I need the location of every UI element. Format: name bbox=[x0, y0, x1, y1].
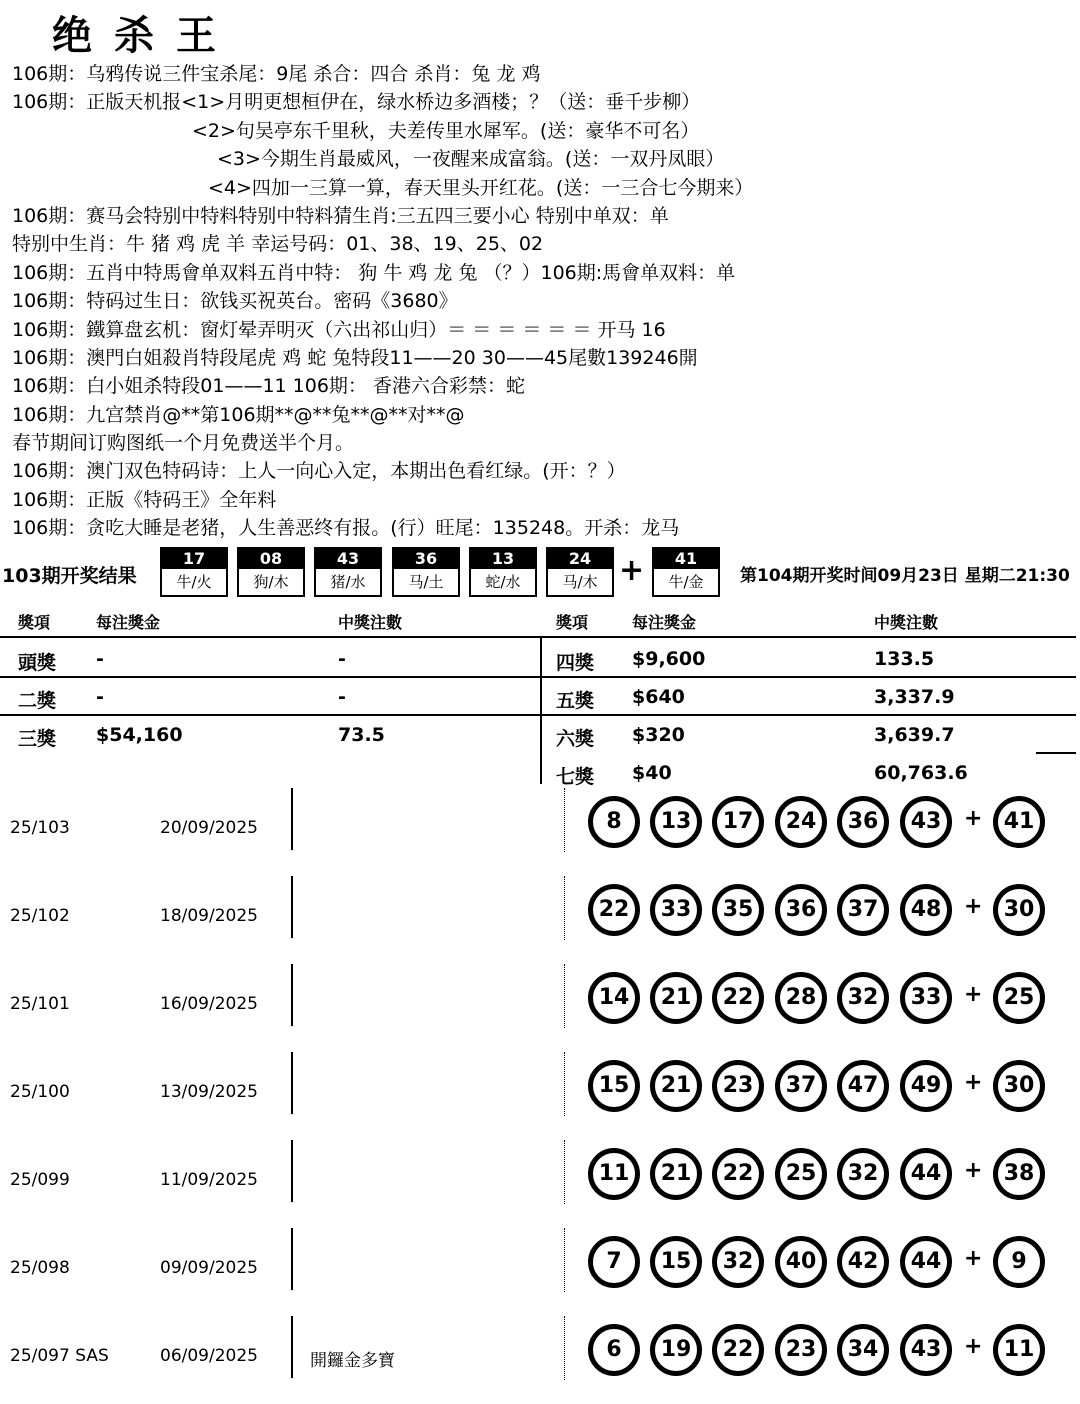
number-ball: 37 bbox=[775, 1060, 827, 1112]
divider bbox=[564, 964, 565, 1028]
divider bbox=[564, 788, 565, 852]
result-tile bbox=[160, 547, 228, 597]
number-ball: 25 bbox=[775, 1148, 827, 1200]
number-ball: 37 bbox=[837, 884, 889, 936]
plus-sign: + bbox=[964, 1070, 983, 1095]
divider bbox=[291, 1316, 293, 1378]
draw-date: 13/09/2025 bbox=[160, 1082, 258, 1102]
draw-issue: 25/101 bbox=[10, 994, 70, 1014]
divider bbox=[564, 1140, 565, 1204]
plus-sign: + bbox=[964, 806, 983, 831]
number-ball: 28 bbox=[775, 972, 827, 1024]
text-line: 特别中生肖：牛 猪 鸡 虎 羊 幸运号码：01、38、19、25、02 bbox=[12, 233, 544, 256]
plus-sign: + bbox=[619, 553, 645, 588]
header-prize: 獎項 bbox=[556, 613, 589, 632]
divider bbox=[564, 1052, 565, 1116]
result-tile bbox=[546, 547, 614, 597]
draw-date: 06/09/2025 bbox=[160, 1346, 258, 1366]
next-draw-time: 第104期开奖时间09月23日 星期二21:30 bbox=[740, 566, 1070, 586]
special-number-ball: 9 bbox=[993, 1236, 1045, 1288]
prize-name: 二獎 bbox=[18, 690, 57, 712]
plus-sign: + bbox=[964, 982, 983, 1007]
divider bbox=[564, 1316, 565, 1380]
number-ball: 22 bbox=[712, 1148, 764, 1200]
tile-zodiac: 马/土 bbox=[408, 573, 444, 591]
special-number-ball: 11 bbox=[993, 1324, 1045, 1376]
page-title: 绝杀王 bbox=[52, 12, 238, 59]
prize-amount: $40 bbox=[632, 762, 672, 784]
number-ball: 11 bbox=[588, 1148, 640, 1200]
prediction-text-block bbox=[12, 60, 1072, 543]
text-line: 106期：特码过生日：欲钱买祝英台。密码《3680》 bbox=[12, 290, 458, 313]
number-ball: 35 bbox=[712, 884, 764, 936]
text-line: 106期：九宫禁肖@**第106期**@**兔**@**对**@ bbox=[12, 403, 465, 426]
tile-zodiac: 狗/木 bbox=[253, 573, 289, 591]
divider bbox=[540, 636, 542, 784]
draw-row bbox=[0, 964, 1080, 1052]
text-line: 106期：澳門白姐殺肖特段尾虎 鸡 蛇 兔特段11——20 30——45尾數139246開 bbox=[12, 346, 698, 369]
tile-zodiac: 牛/金 bbox=[668, 573, 704, 591]
tile-number: 36 bbox=[394, 549, 458, 569]
header-count: 中獎注數 bbox=[874, 613, 939, 632]
draw-note: 開鑼金多寶 bbox=[310, 1351, 395, 1371]
number-ball: 24 bbox=[775, 796, 827, 848]
text-line: 106期：赛马会特别中特料特别中特料猜生肖:三五四三要小心 特别中单双：单 bbox=[12, 204, 669, 227]
number-ball: 42 bbox=[837, 1236, 889, 1288]
number-ball: 49 bbox=[900, 1060, 952, 1112]
number-ball: 8 bbox=[588, 796, 640, 848]
draw-row bbox=[0, 788, 1080, 876]
number-ball: 36 bbox=[837, 796, 889, 848]
prize-amount: $320 bbox=[632, 724, 685, 746]
draw-issue: 25/097 SAS bbox=[10, 1346, 109, 1366]
special-number-ball: 30 bbox=[993, 884, 1045, 936]
tile-number: 08 bbox=[239, 549, 303, 569]
prize-count: 3,639.7 bbox=[874, 724, 955, 746]
draw-issue: 25/100 bbox=[10, 1082, 70, 1102]
divider bbox=[291, 1228, 293, 1290]
divider bbox=[564, 876, 565, 940]
draw-row bbox=[0, 1316, 1080, 1404]
number-ball: 23 bbox=[775, 1324, 827, 1376]
text-line: 106期：鐵算盘玄机：窗灯晕弄明灭（六出祁山归）＝ ＝ ＝ ＝ ＝ ＝ 开马 16 bbox=[12, 318, 666, 341]
plus-sign: + bbox=[964, 894, 983, 919]
number-ball: 15 bbox=[588, 1060, 640, 1112]
text-line: 春节期间订购图纸一个月免费送半个月。 bbox=[12, 432, 355, 455]
divider bbox=[542, 676, 1076, 678]
number-ball: 21 bbox=[650, 1060, 702, 1112]
divider bbox=[291, 1140, 293, 1202]
draw-issue: 25/103 bbox=[10, 818, 70, 838]
number-ball: 43 bbox=[900, 1324, 952, 1376]
number-ball: 34 bbox=[837, 1324, 889, 1376]
divider bbox=[291, 964, 293, 1026]
number-ball: 19 bbox=[650, 1324, 702, 1376]
divider bbox=[291, 1052, 293, 1114]
text-line: <2>句吴亭东千里秋，夫差传里水犀军。(送：豪华不可名） bbox=[192, 119, 700, 142]
tile-number: 24 bbox=[548, 549, 612, 569]
special-number-ball: 30 bbox=[993, 1060, 1045, 1112]
result-tile bbox=[469, 547, 537, 597]
draw-date: 09/09/2025 bbox=[160, 1258, 258, 1278]
tile-number: 17 bbox=[162, 549, 226, 569]
number-ball: 6 bbox=[588, 1324, 640, 1376]
prize-count: 73.5 bbox=[338, 724, 385, 746]
number-ball: 44 bbox=[900, 1148, 952, 1200]
text-line: 106期：澳门双色特码诗：上人一向心入定，本期出色看红绿。(开：？） bbox=[12, 460, 626, 483]
number-ball: 14 bbox=[588, 972, 640, 1024]
tile-zodiac: 马/木 bbox=[562, 573, 598, 591]
draw-date: 20/09/2025 bbox=[160, 818, 258, 838]
divider bbox=[564, 1228, 565, 1292]
prize-amount: - bbox=[96, 648, 104, 670]
number-ball: 32 bbox=[837, 972, 889, 1024]
prize-count: - bbox=[338, 686, 346, 708]
text-line: 106期：白小姐杀特段01——11 106期： 香港六合彩禁：蛇 bbox=[12, 375, 525, 398]
number-ball: 44 bbox=[900, 1236, 952, 1288]
prize-table bbox=[0, 604, 1080, 788]
number-ball: 15 bbox=[650, 1236, 702, 1288]
draw-row bbox=[0, 876, 1080, 964]
number-ball: 22 bbox=[712, 972, 764, 1024]
header-amount: 每注獎金 bbox=[96, 613, 161, 632]
header-count: 中獎注數 bbox=[338, 613, 403, 632]
text-line: 106期：正版天机报<1>月明更想桓伊在，绿水桥边多酒楼；？（送：垂千步柳） bbox=[12, 91, 701, 114]
result-label: 103期开奖结果 bbox=[2, 565, 137, 587]
draw-date: 16/09/2025 bbox=[160, 994, 258, 1014]
text-line: 106期：乌鸦传说三件宝杀尾：9尾 杀合：四合 杀肖：兔 龙 鸡 bbox=[12, 63, 541, 85]
number-ball: 22 bbox=[588, 884, 640, 936]
number-ball: 17 bbox=[712, 796, 764, 848]
special-number-ball: 41 bbox=[993, 796, 1045, 848]
header-prize: 獎項 bbox=[18, 613, 51, 632]
number-ball: 21 bbox=[650, 1148, 702, 1200]
plus-sign: + bbox=[964, 1334, 983, 1359]
header-amount: 每注獎金 bbox=[632, 613, 697, 632]
text-line: 106期：贪吃大睡是老猪，人生善恶终有报。(行）旺尾：135248。开杀：龙马 bbox=[12, 517, 680, 540]
draw-date: 18/09/2025 bbox=[160, 906, 258, 926]
plus-sign: + bbox=[964, 1158, 983, 1183]
prize-amount: $54,160 bbox=[96, 724, 183, 746]
prize-amount: $9,600 bbox=[632, 648, 706, 670]
draw-row bbox=[0, 1140, 1080, 1228]
text-line: <3>今期生肖最威风，一夜醒来成富翁。(送：一双丹凤眼） bbox=[217, 148, 725, 171]
number-ball: 22 bbox=[712, 1324, 764, 1376]
number-ball: 36 bbox=[775, 884, 827, 936]
divider bbox=[1036, 752, 1076, 754]
latest-result-bar bbox=[0, 543, 1080, 601]
text-line: 106期：正版《特码王》全年料 bbox=[12, 488, 277, 511]
number-ball: 32 bbox=[712, 1236, 764, 1288]
plus-sign: + bbox=[964, 1246, 983, 1271]
prize-amount: $640 bbox=[632, 686, 685, 708]
number-ball: 32 bbox=[837, 1148, 889, 1200]
tile-zodiac: 蛇/水 bbox=[485, 573, 521, 591]
text-line: 106期：五肖中特馬會单双料五肖中特： 狗 牛 鸡 龙 兔 （？）106期:馬會单双料：单 bbox=[12, 261, 736, 284]
prize-name: 四獎 bbox=[556, 652, 595, 674]
number-ball: 7 bbox=[588, 1236, 640, 1288]
result-tile bbox=[392, 547, 460, 597]
number-ball: 40 bbox=[775, 1236, 827, 1288]
prize-name: 頭獎 bbox=[18, 652, 57, 674]
draw-date: 11/09/2025 bbox=[160, 1170, 258, 1190]
number-ball: 13 bbox=[650, 796, 702, 848]
divider bbox=[542, 714, 1076, 716]
draw-issue: 25/102 bbox=[10, 906, 70, 926]
tile-number: 13 bbox=[471, 549, 535, 569]
number-ball: 47 bbox=[837, 1060, 889, 1112]
prize-name: 六獎 bbox=[556, 728, 595, 750]
number-ball: 48 bbox=[900, 884, 952, 936]
tile-zodiac: 猪/水 bbox=[330, 573, 366, 591]
text-line: <4>四加一三算一算，春天里头开红花。(送：一三合七今期来） bbox=[208, 176, 754, 199]
number-ball: 23 bbox=[712, 1060, 764, 1112]
prize-name: 三獎 bbox=[18, 728, 57, 750]
draw-row bbox=[0, 1228, 1080, 1316]
prize-name: 七獎 bbox=[556, 766, 595, 788]
result-tile bbox=[237, 547, 305, 597]
prize-count: - bbox=[338, 648, 346, 670]
number-ball: 33 bbox=[900, 972, 952, 1024]
tile-zodiac: 牛/火 bbox=[176, 573, 212, 591]
divider bbox=[0, 636, 1076, 638]
prize-count: 133.5 bbox=[874, 648, 935, 670]
divider bbox=[0, 714, 540, 716]
prize-count: 60,763.6 bbox=[874, 762, 968, 784]
draw-issue: 25/099 bbox=[10, 1170, 70, 1190]
special-number-ball: 25 bbox=[993, 972, 1045, 1024]
tile-number: 43 bbox=[316, 549, 380, 569]
prize-amount: - bbox=[96, 686, 104, 708]
prize-name: 五獎 bbox=[556, 690, 595, 712]
tile-number: 41 bbox=[654, 549, 718, 569]
special-tile bbox=[652, 547, 720, 597]
draw-row bbox=[0, 1052, 1080, 1140]
number-ball: 21 bbox=[650, 972, 702, 1024]
result-tile bbox=[314, 547, 382, 597]
divider bbox=[0, 676, 540, 678]
draw-issue: 25/098 bbox=[10, 1258, 70, 1278]
number-ball: 33 bbox=[650, 884, 702, 936]
number-ball: 43 bbox=[900, 796, 952, 848]
prize-count: 3,337.9 bbox=[874, 686, 955, 708]
special-number-ball: 38 bbox=[993, 1148, 1045, 1200]
divider bbox=[291, 876, 293, 938]
divider bbox=[291, 788, 293, 850]
